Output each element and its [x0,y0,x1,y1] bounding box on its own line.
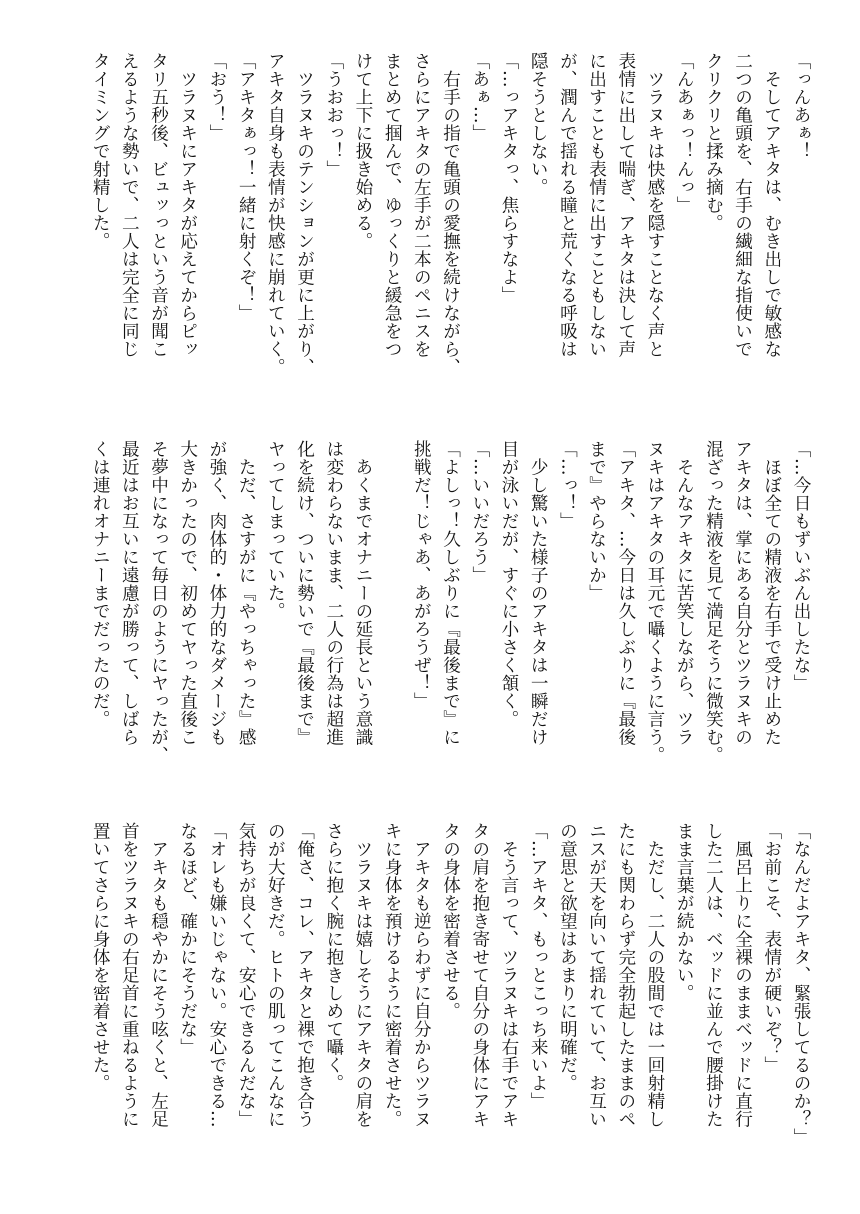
text-line: 目が泳いだが、すぐに小さく頷く。 [498,440,519,728]
text-line: 少し驚いた様子のアキタは一瞬だけ [528,440,549,746]
text-line: そう言って、ツラヌキは右手でアキ [498,822,519,1128]
text-line: アキタは、掌にある自分とツラヌキの [732,440,753,746]
text-line: 「アキタぁっ！一緒に射くぞ！」 [236,52,257,322]
text-line: えるような勢いで、二人は完全に同じ [119,52,140,358]
text-line: ニスが天を向いて揺れていて、お互い [586,822,607,1128]
text-line: 挑戦だ！じゃあ、あがろうぜ！」 [411,440,432,710]
text-line: 「俺さ、コレ、アキタと裸で抱き合う [294,822,315,1128]
text-line: 気持ちが良くて、安心できるんだな」 [236,822,257,1128]
text-column-bottom [90,822,815,1174]
text-line: そ夢中になって毎日のようにヤったが、 [148,440,169,764]
text-line: アキタ自身も表情が快感に崩れていく。 [265,52,286,376]
text-line: 化を続け、ついに勢いで『最後まで』 [294,440,315,746]
text-line: ツラヌキにアキタが応えてからピッ [177,52,198,358]
text-line: ツラヌキは快感を隠すことなく声と [644,52,665,358]
text-line: ヤってしまっていた。 [265,440,286,620]
text-line: は変わらないまま、二人の行為は超進 [323,440,344,746]
text-line: に出すことも表情に出すこともしない [586,52,607,358]
text-line: さらにアキタの左手が二本のペニスを [411,52,432,358]
text-line: 隠そうとしない。 [528,52,549,196]
text-line: 「…アキタ、もっとこっち来いよ」 [528,822,549,1110]
text-line: のが大好きだ。ヒトの肌ってこんなに [265,822,286,1128]
text-line: クリクリと揉み摘む。 [703,52,724,232]
text-line: ヌキはアキタの耳元で囁くように言う。 [644,440,665,764]
text-line: 「…っアキタっ、焦らすなよ」 [498,52,519,304]
text-column-top [90,52,815,404]
text-line: が、潤んで揺れる瞳と荒くなる呼吸は [557,52,578,358]
text-line: 大きかったので、初めてヤった直後こ [177,440,198,746]
text-line: くは連れオナニーまでだったのだ。 [90,440,111,728]
text-line: なるほど、確かにそうだな」 [177,822,198,1056]
text-line: タの身体を密着させる。 [440,822,461,1020]
text-line: ほぼ全ての精液を右手で受け止めた [761,440,782,746]
text-line: 「っんあぁ！ [791,52,811,160]
text-line: タイミングで射精した。 [90,52,111,250]
text-line: 混ざった精液を見て満足そうに微笑む。 [703,440,724,764]
text-line: 「…今日もずいぶん出したな」 [791,440,811,692]
text-line: ただ、さすがに『やっちゃった』感 [236,440,257,746]
text-line: さらに抱く腕に抱きしめて囁く。 [323,822,344,1092]
text-line: タの肩を抱き寄せて自分の身体にアキ [469,822,490,1128]
text-line: 「うおおっ！」 [323,52,344,178]
text-line: 「んあぁっ！んっ」 [674,52,695,214]
text-line: タリ五秒後、ビュッっという音が聞こ [148,52,169,358]
text-line: 首をツラヌキの右足首に重ねるように [119,822,140,1128]
text-line: そしてアキタは、むき出しで敏感な [761,52,782,358]
text-line: キに身体を預けるように密着させた。 [382,822,403,1128]
text-line: 「…いいだろう」 [469,440,490,584]
text-line: ツラヌキのテンションが更に上がり、 [294,52,315,376]
text-line: ただし、二人の股間では一回射精し [644,822,665,1128]
text-line: まま言葉が続かない。 [674,822,695,1002]
text-line: 表情に出して喘ぎ、アキタは決して声 [615,52,636,358]
text-line: けて上下に扱き始める。 [352,52,373,250]
text-line: 最近はお互いに遠慮が勝って、しばら [119,440,140,746]
text-line: そんなアキタに苦笑しながら、ツラ [674,440,695,746]
text-line: あくまでオナニーの延長という意識 [352,440,373,746]
text-line: 「おう！」 [206,52,227,142]
text-line: 「お前こそ、表情が硬いぞ？」 [761,822,782,1074]
text-line: の意思と欲望はあまりに明確だ。 [557,822,578,1092]
text-line: 「オレも嫌いじゃない。安心できる… [206,822,227,1128]
text-line: アキタも穏やかにそう呟くと、左足 [148,822,169,1128]
text-line: まとめて掴んで、ゆっくりと緩急をつ [382,52,403,358]
text-line: 二つの亀頭を、右手の繊細な指使いで [732,52,753,358]
text-line: まで』やらないか」 [586,440,607,602]
text-line: 置いてさらに身体を密着させた。 [90,822,111,1092]
text-line: 右手の指で亀頭の愛撫を続けながら、 [440,52,461,376]
text-line: ツラヌキは嬉しそうにアキタの肩を [352,822,373,1128]
text-line: した二人は、ベッドに並んで腰掛けた [703,822,724,1128]
text-column-middle [90,440,815,792]
text-line: 風呂上りに全裸のままベッドに直行 [732,822,753,1128]
text-line [377,440,406,792]
text-line: 「あぁ…」 [469,52,490,142]
text-line: が強く、肉体的・体力的なダメージも [206,440,227,746]
text-line: アキタも逆らわずに自分からツラヌ [411,822,432,1128]
text-line: 「よしっ！久しぶりに『最後まで』に [440,440,461,746]
text-line: 「アキタ、…今日は久しぶりに『最後 [615,440,636,746]
text-line: 「なんだよアキタ、緊張してるのか？」 [791,822,811,1146]
text-line: たにも関わらず完全勃起したままのペ [615,822,636,1128]
text-line: 「…っ！」 [557,440,578,530]
